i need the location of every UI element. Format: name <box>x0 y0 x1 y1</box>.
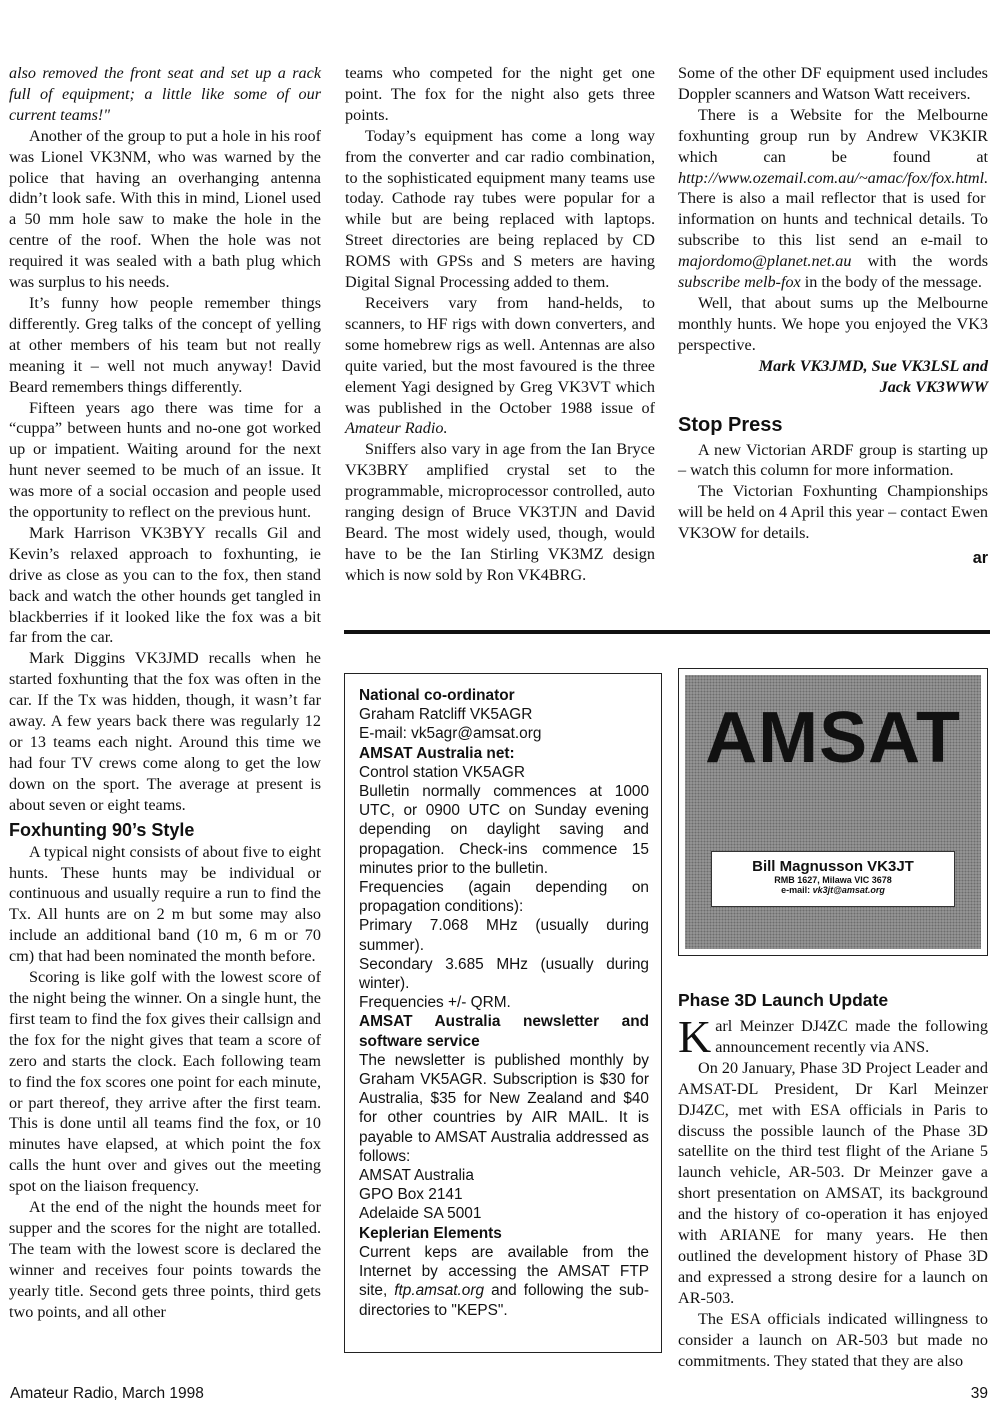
paragraph: Well, that about sums up the Melbourne monthly hunts. We hope you enjoyed the VK3 perspective. <box>678 293 988 354</box>
paragraph: Mark Harrison VK3BYY recalls Gil and Kevin’s relaxed approach to foxhunting, ie drive as close as you can to the fox, then stand back and watch the other hounds get tangled in blackberries if it looked like the fox was a bit far from the car. <box>9 523 321 647</box>
amsat-logo: AMSAT <box>705 698 961 778</box>
paragraph <box>678 105 988 293</box>
paragraph: A typical night consists of about five to eight hunts. These hunts may be individual or continuous and usually require a run to find the Tx. All hunts are on 2 m but some may also include an additional band (10 m, 6 m or 70 cm) that had been nominated the month before. <box>9 842 321 966</box>
author-email <box>712 885 954 895</box>
halftone-panel <box>685 675 981 949</box>
paragraph: Some of the other DF equipment used includes Doppler scanners and Watson Watt receivers. <box>678 64 988 103</box>
box-line: Bulletin normally commences at 1000 UTC, or 0900 UTC on Sunday evening depending on daylight saving and propagation. Check-ins commence 15 minutes prior to the bulletin. <box>359 783 649 877</box>
box-line: Frequencies (again depending on propagation conditions): <box>359 879 649 916</box>
column-3 <box>678 63 988 569</box>
text: with the words <box>851 252 988 271</box>
address-line: AMSAT Australia <box>359 1167 474 1185</box>
amsat-column-header <box>678 668 988 956</box>
section-divider <box>344 630 990 634</box>
journal-title: Amateur Radio. <box>345 419 448 438</box>
paragraph: Mark Diggins VK3JMD recalls when he started foxhunting that the fox was often in the car. If the Tx was hidden, though, it wasn’t far away. A few years back there was regularly 12 or 13 teams each night. Around this time we had four TV crews come along to get the low down on the sport. The average at present is about seven or eight teams. <box>9 649 321 814</box>
section-heading: Foxhunting 90’s Style <box>9 819 195 840</box>
paragraph: Sniffers also vary in age from the Ian Bryce VK3BRY amplified crystal set to the programmable, microprocessor controlled, auto ranging design of Bruce VK3TJN and David Beard. The most widely used, though, would have to be the Ian Stirling VK3MZ design which is now sold by Ron VK4BRG. <box>345 440 655 584</box>
box-heading: AMSAT Australia newsletter and software service <box>359 1013 649 1050</box>
text: Receivers vary from hand-helds, to scanners, to HF rigs with down converters, and some homebrew rigs as well. Antennas are also quite varied, but the most favoured is the three element Yagi designed by Greg VK3VT which was published in the October 1988 issue of <box>345 293 655 417</box>
text: There is a Website for the Melbourne foxhunting group run by Andrew VK3KIR which can be found at <box>678 105 988 166</box>
phase3d-article <box>678 988 988 1371</box>
drop-cap: K <box>678 1011 712 1062</box>
paragraph: Scoring is like golf with the lowest score of the night being the winner. On a single hunt, the first team to find the fox gives their callsign and the fox for the night gives that team a score of zero and starts the clock. Each following team to find the fox scores one point for each minute, or part thereof, they arrive after the first team. This is done until all teams find the fox, or 10 minutes have elapsed, at which point the fox calls the hunt over and gives out the meeting spot on the liaison frequency. <box>9 968 321 1196</box>
page-number: 39 <box>970 1385 988 1402</box>
paragraph: The ESA officials indicated willingness to consider a launch on AR-503 but made no commitments. They stated that they are also <box>678 1309 988 1370</box>
box-line: The newsletter is published monthly by Graham VK5AGR. Subscription is $30 for Australia, $35 for New Zealand and $40 for other countries by AIR MAIL. It is payable to AMSAT Australia addressed as follows: <box>359 1051 649 1165</box>
box-line: Primary 7.068 MHz (usually during summer). <box>359 917 649 954</box>
column-2 <box>345 63 655 586</box>
text: There is also a mail reflector that is used for information on hunts and technical details. To subscribe to this list send an e-mail to <box>678 189 988 250</box>
paragraph: The Victorian Foxhunting Championships will be held on 4 April this year – contact Ewen VK3OW for details. <box>678 482 988 543</box>
box-line: Secondary 3.685 MHz (usually during winter). <box>359 955 649 993</box>
box-heading: Keplerian Elements <box>359 1224 502 1242</box>
text: and following the sub-directories to "KEPS". <box>359 1282 649 1319</box>
author-address: RMB 1627, Milawa VIC 3678 <box>774 875 892 885</box>
paragraph: Another of the group to put a hole in his roof was Lionel VK3NM, who was warned by the police that having an overhanging antenna didn’t look safe. With this in mind, Lionel used a 50 mm hole saw to make the hole in the centre of the roof. When the hole was not required it was sealed with a bath plug which was surplus to his needs. <box>9 126 321 292</box>
end-mark: ar <box>972 549 988 568</box>
paragraph: also removed the front seat and set up a rack full of equipment; a little like some of our current teams!" <box>9 64 321 124</box>
box-line <box>359 1243 649 1320</box>
paragraph <box>345 293 655 439</box>
ftp-link[interactable]: ftp.amsat.org <box>394 1282 485 1300</box>
text: arl Meinzer DJ4ZC made the following announcement recently via ANS. <box>715 1017 988 1056</box>
signature: Mark VK3JMD, Sue VK3LSL and Jack VK3WWW <box>758 356 988 396</box>
box-heading: AMSAT Australia net: <box>359 744 515 762</box>
box-line: Graham Ratcliff VK5AGR <box>359 706 533 724</box>
text: Current keps are available from the Internet by accessing the AMSAT FTP site, <box>359 1243 649 1300</box>
email-link[interactable]: vk3jt@amsat.org <box>812 885 885 895</box>
text: in the body of the message. <box>800 273 982 292</box>
author-name: Bill Magnusson VK3JT <box>752 858 914 875</box>
footer-publication: Amateur Radio, March 1998 <box>10 1385 204 1402</box>
subscribe-command: subscribe melb-fox <box>678 273 801 292</box>
paragraph: At the end of the night the hounds meet for supper and the scores for the night are totalled. The team with the lowest score is declared the winner and receives four points towards the yearly title. Second gets three points, third gets two points, and all other <box>9 1198 321 1321</box>
box-line: E-mail: vk5agr@amsat.org <box>359 725 542 743</box>
address-line: Adelaide SA 5001 <box>359 1205 482 1223</box>
box-line: Frequencies +/- QRM. <box>359 994 511 1012</box>
amsat-info-box <box>344 673 662 1353</box>
website-link[interactable]: http://www.ozemail.com.au/~amac/fox/fox.html. <box>678 168 989 187</box>
stop-press-heading: Stop Press <box>678 413 783 436</box>
paragraph: On 20 January, Phase 3D Project Leader and AMSAT-DL President, Dr Karl Meinzer DJ4ZC, met with ESA officials in Paris to discuss the possible launch of the Phase 3D satellite on the third test flight of the Ariane 5 launch vehicle, AR-503. Dr Meinzer gave a short presentation on AMSAT, its background and the history of co-operation it has enjoyed with ARIANE for many years. He then outlined the development history of Phase 3D and expressed a strong desire for a launch on AR-503. <box>678 1058 988 1307</box>
email-link[interactable]: majordomo@planet.net.au <box>678 252 852 271</box>
article-heading: Phase 3D Launch Update <box>678 990 889 1010</box>
box-heading: National co-ordinator <box>359 687 515 704</box>
box-line: Control station VK5AGR <box>359 763 525 781</box>
paragraph: teams who competed for the night get one point. The fox for the night also gets three points. <box>345 64 655 124</box>
paragraph: A new Victorian ARDF group is starting up – watch this column for more information. <box>678 440 988 480</box>
paragraph: Fifteen years ago there was time for a “cuppa” between hunts and no-one got worked up or impatient. Waiting around for the next hunt never seemed to be much of an issue. It was more of a social occasion and people used the opportunity to reflect on the previous hunt. <box>9 398 321 522</box>
email-label: e-mail: <box>781 885 813 895</box>
author-card <box>711 851 955 907</box>
paragraph <box>678 1011 988 1062</box>
address-line: GPO Box 2141 <box>359 1186 463 1204</box>
paragraph: It’s funny how people remember things differently. Greg talks of the concept of yelling at other members of his team but not really meaning it – well not much anyway! David Beard remembers things differently. <box>9 293 321 396</box>
column-1 <box>9 63 321 1322</box>
paragraph: Today’s equipment has come a long way from the converter and car radio combination, to the sophisticated equipment many teams use today. Cathode ray tubes were popular for a while but are being replaced with laptops. Street directories are being replaced by CD ROMS with GPSs and S meters are having Digital Signal Processing added to them. <box>345 126 655 292</box>
